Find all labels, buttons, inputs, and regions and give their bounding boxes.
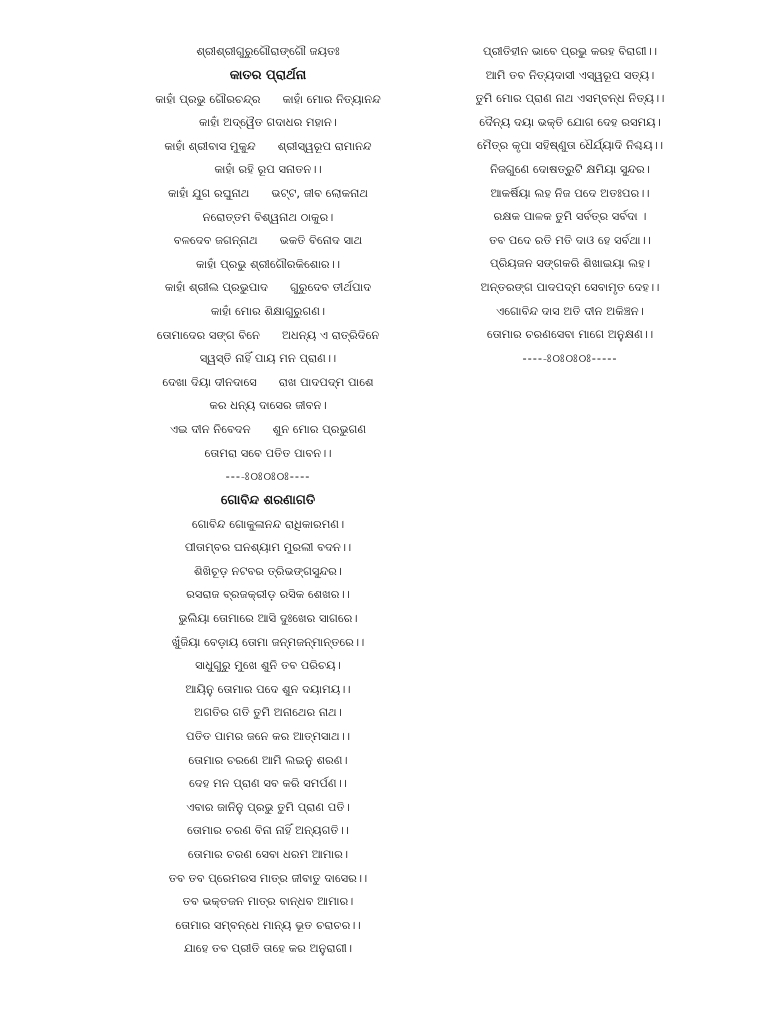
- line-second-half: ଅଧନ୍ୟ ଏ ରାତ୍ରିଦିନେ: [281, 327, 380, 342]
- line-first-half: ଏଇ ଦୀନ ନିବେଦନ: [169, 421, 251, 436]
- line-first-half: କାହାଁ ଯୁଗ ରଘୁନାଥ: [168, 185, 250, 200]
- poem-line: ପ୍ରିୟଜନ ସଙ୍ଗକରି ଶିଖାଇୟା ଲହ।: [489, 256, 651, 271]
- poem-line: ପ୍ରୀତିହୀନ ଭାବେ ପ୍ରଭୁ କରହ ବିରାଗୀ।।: [482, 44, 658, 58]
- poem-line: ତୁମି ମୋର ପ୍ରାଣ ନାଥ ଏସମ୍ବନ୍ଧ ନିତ୍ୟ।।: [475, 91, 665, 106]
- line-first-half: କର ଧନ୍ୟ ଦାସେର ଜୀବନ।: [209, 398, 327, 413]
- title-govinda-saranagati: ଗୋବିନ୍ଦ ଶରଣାଗତି: [220, 492, 316, 508]
- poem-line: ଶିଖିଚୂଡ଼ ନଟବର ତ୍ରିଭଙ୍ଗସୁନ୍ଦର।: [193, 563, 342, 578]
- invocation: ଶ୍ରୀଶ୍ରୀଗୁରୁଗୌରାଙ୍ଗୌ ଜୟତଃ: [196, 44, 340, 58]
- poem-line: ତୋମାର ଚରଣ ବିନା ନାହିଁ ଅନ୍ୟଗତି।।: [187, 823, 349, 838]
- line-second-half: କାହାଁ ମୋର ନିତ୍ୟାନନ୍ଦ: [282, 91, 381, 106]
- poem-line: ଖୁଁଜିୟା ବେଡ଼ାୟ ତୋମା ଜନ୍ମଜନ୍ମାନ୍ତରେ।।: [171, 634, 365, 649]
- poem-line: ରସରାଜ ବ୍ରଜକ୍ରୀଡ଼ ରସିକ ଶେଖର।।: [186, 587, 350, 602]
- line-first-half: କାହାଁ ପ୍ରଭୁ ଶ୍ରୀଗୌରକିଶୋର।।: [195, 256, 341, 271]
- poem-line: ଭୁଲିୟା ତୋମାରେ ଆସି ଦୁଃଖେର ସାଗରେ।: [178, 611, 358, 626]
- poem-line: ତୋମାର ସମ୍ବନ୍ଧେ ମାନ୍ୟ ଭୂତ ଚରାଚର।।: [175, 917, 361, 932]
- line-first-half: ତୋମରା ସବେ ପତିତ ପାବନ।।: [204, 445, 332, 460]
- poem-govinda-saranagati: [78, 513, 458, 961]
- poem-line: ପତିତ ପାମର ଜନେ କର ଆତ୍ମସାଥ।।: [185, 729, 351, 744]
- poem-govinda-saranagati-continued: [380, 40, 760, 347]
- poem-line: ଏଗୋବିନ୍ଦ ଦାସ ଅତି ଦୀନ ଅକିଞ୍ଚନ।: [496, 303, 644, 318]
- poem-line: ଯାହେ ତବ ପ୍ରୀତି ତାହେ କର ଅନୁରାଗୀ।: [183, 941, 353, 956]
- line-second-half: ଭକତି ବିନୋଦ ସାଥ: [279, 233, 363, 248]
- separator: -----ଃଠଃଠଃଠଃ-----: [522, 350, 618, 365]
- line-first-half: ଦେଖା ଦିୟା ଦୀନଦାସେ: [162, 374, 257, 389]
- line-first-half: କାହାଁ ଶ୍ରୀବାସ ମୁକୁନ୍ଦ: [164, 138, 256, 153]
- line-first-half: କାହାଁ ଅଦ୍ୱୈତ ଗଦାଧର ମହାନ।: [199, 115, 337, 130]
- line-first-half: କାହାଁ ପ୍ରଭୁ ଗୌରଚନ୍ଦ୍ର: [155, 91, 261, 106]
- poem-line: ତୋମାର ଚରଣ ସେବା ଧରମ ଆମାର।: [187, 847, 349, 861]
- poem-line: ଆମି ତବ ନିତ୍ୟଦାସୀ ଏସ୍ୱରୂପ ସତ୍ୟ।: [485, 67, 655, 82]
- line-second-half: ଶ୍ରୀସ୍ୱରୂପ ରାମାନନ୍ଦ: [277, 138, 372, 153]
- poem-line: ଆୟିନୁ ତୋମାର ପଦେ ଶୁନ ଦୟାମୟ।।: [185, 681, 351, 696]
- poem-line: ଆକର୍ଷିୟା ଲହ ନିଜ ପଦେ ଅତଃପର।।: [490, 185, 650, 200]
- line-first-half: କାହାଁ ରହି ରୂପ ସନାତନ।।: [214, 162, 322, 177]
- line-first-half: କାହାଁ ମୋର ଶିକ୍ଷାଗୁରୁଗଣ।: [210, 303, 326, 318]
- poem-line: ପୀତାମ୍ବର ଘନଶ୍ୟାମ ମୁରଲୀ ବଦନ।।: [184, 540, 352, 555]
- poem-line: ରକ୍ଷକ ପାଳକ ତୁମି ସର୍ବତ୍ର ସର୍ବଦା ।: [493, 209, 647, 224]
- poem-line: ମୈତ୍ର କୃପା ସହିଷ୍ଣୁତା ଧୈର୍ଯ୍ୟାଦି ନିଶ୍ଚୟ।।: [476, 138, 664, 153]
- poem-line: [78, 371, 458, 395]
- line-first-half: ସ୍ୱସ୍ତି ନାହିଁ ପାୟ ମନ ପ୍ରାଣ।।: [199, 351, 337, 366]
- poem-line: [78, 394, 458, 418]
- poem-line: ତବ ପଦେ ରତି ମତି ଦାଓ ହେ ସର୍ବଥା।।: [489, 232, 651, 247]
- poem-line: [78, 418, 458, 442]
- line-second-half: ରାଖ ପାଦପଦ୍ମ ପାଶେ: [278, 374, 374, 389]
- poem-line: ତୋମାର ଚରଣେ ଆମି ଲଇନୁ ଶରଣ।: [188, 752, 348, 767]
- poem-line: ନିଜଗୁଣେ ଦୋଷତ୍ରୁଟି କ୍ଷମିୟା ସୁନ୍ଦର।: [490, 161, 650, 176]
- poem-line: ଅନ୍ତରଙ୍ଗ ପାଦପଦ୍ମ ସେବାମୃତ ଦେହ।।: [480, 279, 660, 294]
- poem-line: ଗୋବିନ୍ଦ ଗୋକୁଳାନନ୍ଦ ରାଧିକାରମଣ।: [191, 516, 345, 531]
- poem-line: ତୋମାର ଚରଣସେବା ମାଗେ ଅନୁକ୍ଷଣ।।: [486, 327, 654, 342]
- poem-line: [78, 442, 458, 466]
- line-first-half: କାହାଁ ଶ୍ରୀଲ ପ୍ରଭୁପାଦ: [164, 280, 268, 295]
- line-second-half: ଶୁନ ମୋର ପ୍ରଭୁଗଣ: [272, 421, 367, 436]
- line-second-half: ଭଟ୍ଟ, ଜୀବ ଲୋକନାଥ: [271, 185, 368, 200]
- line-first-half: ନରୋତ୍ତମ ବିଶ୍ୱନାଥ ଠାକୁର।: [202, 209, 334, 224]
- poem-line: ଅଗତିର ଗତି ତୁମି ଅନାଥେର ନାଥ।: [194, 705, 342, 720]
- poem-line: ସାଧୁଗୁରୁ ମୁଖେ ଶୁନି ତବ ପରିଚୟ।: [195, 658, 341, 673]
- poem-line: ଦୈନ୍ୟ ଦୟା ଭକ୍ତି ଯୋଗ ଦେହ ରସମୟ।: [479, 114, 661, 129]
- poem-line: ଏବାର ଜାନିନୁ ପ୍ରଭୁ ତୁମି ପ୍ରାଣ ପତି।: [186, 799, 350, 814]
- right-column: [380, 40, 760, 370]
- title-katara-prarthana: କାତର ପ୍ରାର୍ଥନା: [229, 67, 307, 83]
- poem-line: ଦେହ ମନ ପ୍ରାଣ ସବ କରି ସମର୍ପଣ।।: [189, 776, 347, 791]
- line-first-half: ତୋମାଦେର ସଙ୍ଗ ବିନେ: [156, 327, 260, 342]
- line-second-half: ଗୁରୁଦେବ ତୀର୍ଥପାଦ: [289, 280, 372, 295]
- line-first-half: ବଳଦେବ ଜଗନ୍ନାଥ: [173, 233, 258, 248]
- separator: ----ଃଠଃଠଃଠଃ----: [225, 469, 311, 484]
- poem-line: ତବ ତବ ପ୍ରେମରସ ମାତ୍ର ଜୀବାତୁ ଦାସେର।।: [168, 870, 368, 885]
- poem-line: ତବ ଭକ୍ତଜନ ମାତ୍ର ବାନ୍ଧବ ଆମାର।: [182, 894, 354, 909]
